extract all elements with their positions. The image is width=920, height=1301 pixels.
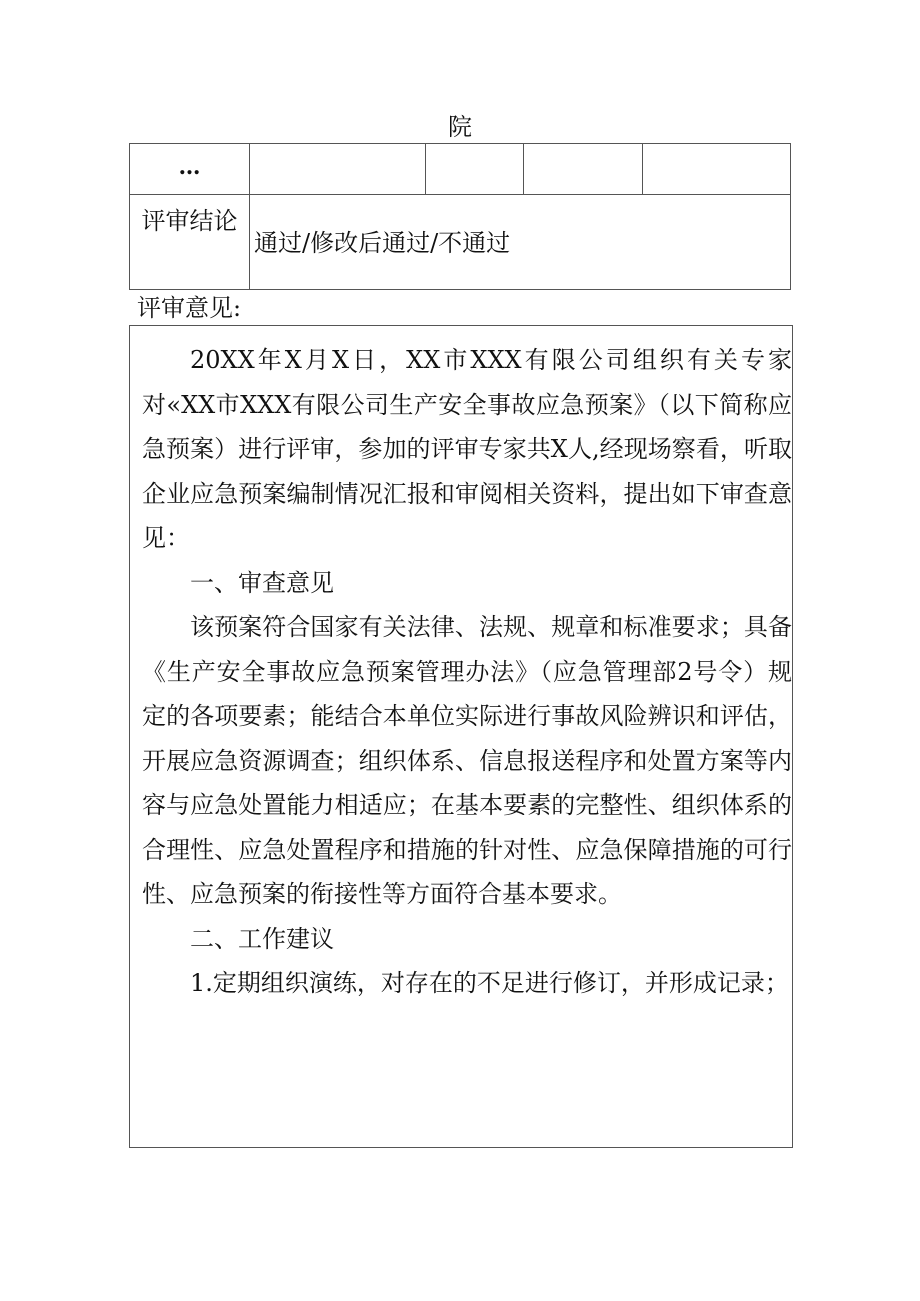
conclusion-value: 通过/修改后通过/不通过 bbox=[254, 229, 511, 257]
table-cell-empty bbox=[250, 144, 426, 194]
section2-title: 二、工作建议 bbox=[190, 924, 334, 953]
table-cell-empty bbox=[524, 144, 643, 194]
conclusion-label: 评审结论 bbox=[130, 194, 250, 289]
section1-title: 一、审查意见 bbox=[190, 568, 334, 597]
table-cell-empty bbox=[643, 144, 790, 194]
table-row bbox=[130, 144, 790, 195]
section1-text: 该预案符合国家有关法律、法规、规章和标准要求；具备《生产安全事故应急预案管理办法》（应急管理部2号令）规定的各项要素；能结合本单位实际进行事故风险辨识和评估，开展应急资源调查；组织体系、信息报送程序和处置方案等内容与应急处置能力相适应；在基本要素的完整性、组织体系的合理性、应急处置程序和措施的针对性、应急保障措施的可行性、应急预案的衔接性等方面符合基本要求。 bbox=[142, 613, 792, 908]
table-cell-ellipsis: … bbox=[130, 144, 250, 194]
opinion-label: 评审意见: bbox=[137, 294, 242, 322]
opinion-body bbox=[142, 338, 792, 1006]
review-table bbox=[129, 143, 791, 290]
page-top-fragment: 院 bbox=[448, 113, 472, 141]
section2-item1: 1.定期组织演练，对存在的不足进行修订，并形成记录； bbox=[190, 969, 789, 997]
opinion-intro: 20XX年X月X日，XX市XXX有限公司组织有关专家对«XX市XXX有限公司生产安全事故应急预案》（以下简称应急预案）进行评审，参加的评审专家共X人,经现场察看，听取企业应急预案编制情况汇报和审阅相关资料，提出如下审查意见： bbox=[142, 346, 792, 552]
opinion-box bbox=[129, 325, 793, 1148]
table-cell-empty bbox=[426, 144, 524, 194]
